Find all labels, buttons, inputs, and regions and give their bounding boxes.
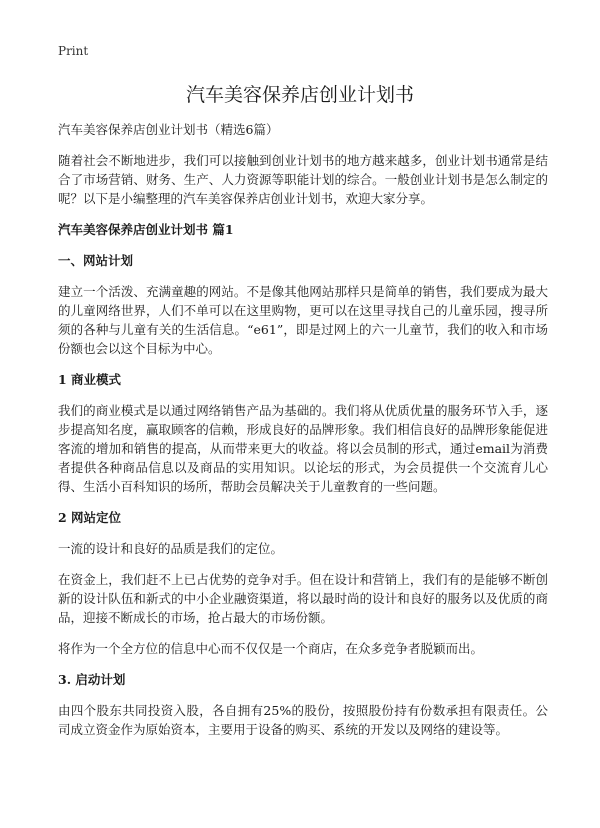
document-title: 汽车美容保养店创业计划书 [185,84,414,106]
launch-plan-heading: 3. 启动计划 [58,672,126,687]
positioning-paragraph-1: 一流的设计和良好的品质是我们的定位。 [58,541,284,556]
intro-paragraph: 随着社会不断地进步，我们可以接触到创业计划书的地方越来越多，创业计划书通常是结合了市场营销、财务、生产、人力资源等职能计划的综合。一般创业计划书是怎么制定的呢？以下是小编整理的汽车美容保养店创业计划书，欢迎大家分享。 [58,153,548,206]
section-heading: 汽车美容保养店创业计划书 篇1 [58,222,234,237]
business-model-paragraph: 我们的商业模式是以通过网络销售产品为基础的。我们将从优质优量的服务环节入手，逐步提高知名度，赢取顾客的信赖，形成良好的品牌形象。我们相信良好的品牌形象能促进客流的增加和销售的提高，从而带来更大的收益。将以会员制的形式，通过email为消费者提供各种商品信息以及商品的实用知识。以论坛的形式，为会员提供一个交流育儿心得、生活小百科知识的场所，帮助会员解决关于儿童教育的一些问题。 [58,403,548,494]
positioning-paragraph-2: 在资金上，我们赶不上已占优势的竞争对手。但在设计和营销上，我们有的是能够不断创新的设计队伍和新式的中小企业融资渠道，将以最时尚的设计和良好的服务以及优质的商品，迎接不断成长的市场，抢占最大的市场份额。 [58,572,548,625]
business-model-heading: 1 商业模式 [58,372,122,387]
print-label: Print [58,44,89,58]
document-body [58,120,548,751]
website-plan-paragraph: 建立一个活泼、充满童趣的网站。不是像其他网站那样只是简单的销售，我们要成为最大的儿童网络世界，人们不单可以在这里购物，更可以在这里寻找自己的儿童乐园，搜寻所须的各种与儿童有关的生活信息。“e61”，即是过网上的六一儿童节，我们的收入和市场份额也会以这个目标为中心。 [58,284,548,356]
launch-plan-paragraph: 由四个股东共同投资入股，各自拥有25%的股份，按照股份持有份数承担有限责任。公司成立资金作为原始资本，主要用于设备的购买、系统的开发以及网络的建设等。 [58,703,548,737]
website-plan-heading: 一、网站计划 [58,253,134,268]
document-subtitle: 汽车美容保养店创业计划书（精选6篇） [58,122,279,137]
positioning-paragraph-3: 将作为一个全方位的信息中心而不仅仅是一个商店，在众多竞争者脱颖而出。 [58,641,484,656]
positioning-heading: 2 网站定位 [58,510,122,525]
